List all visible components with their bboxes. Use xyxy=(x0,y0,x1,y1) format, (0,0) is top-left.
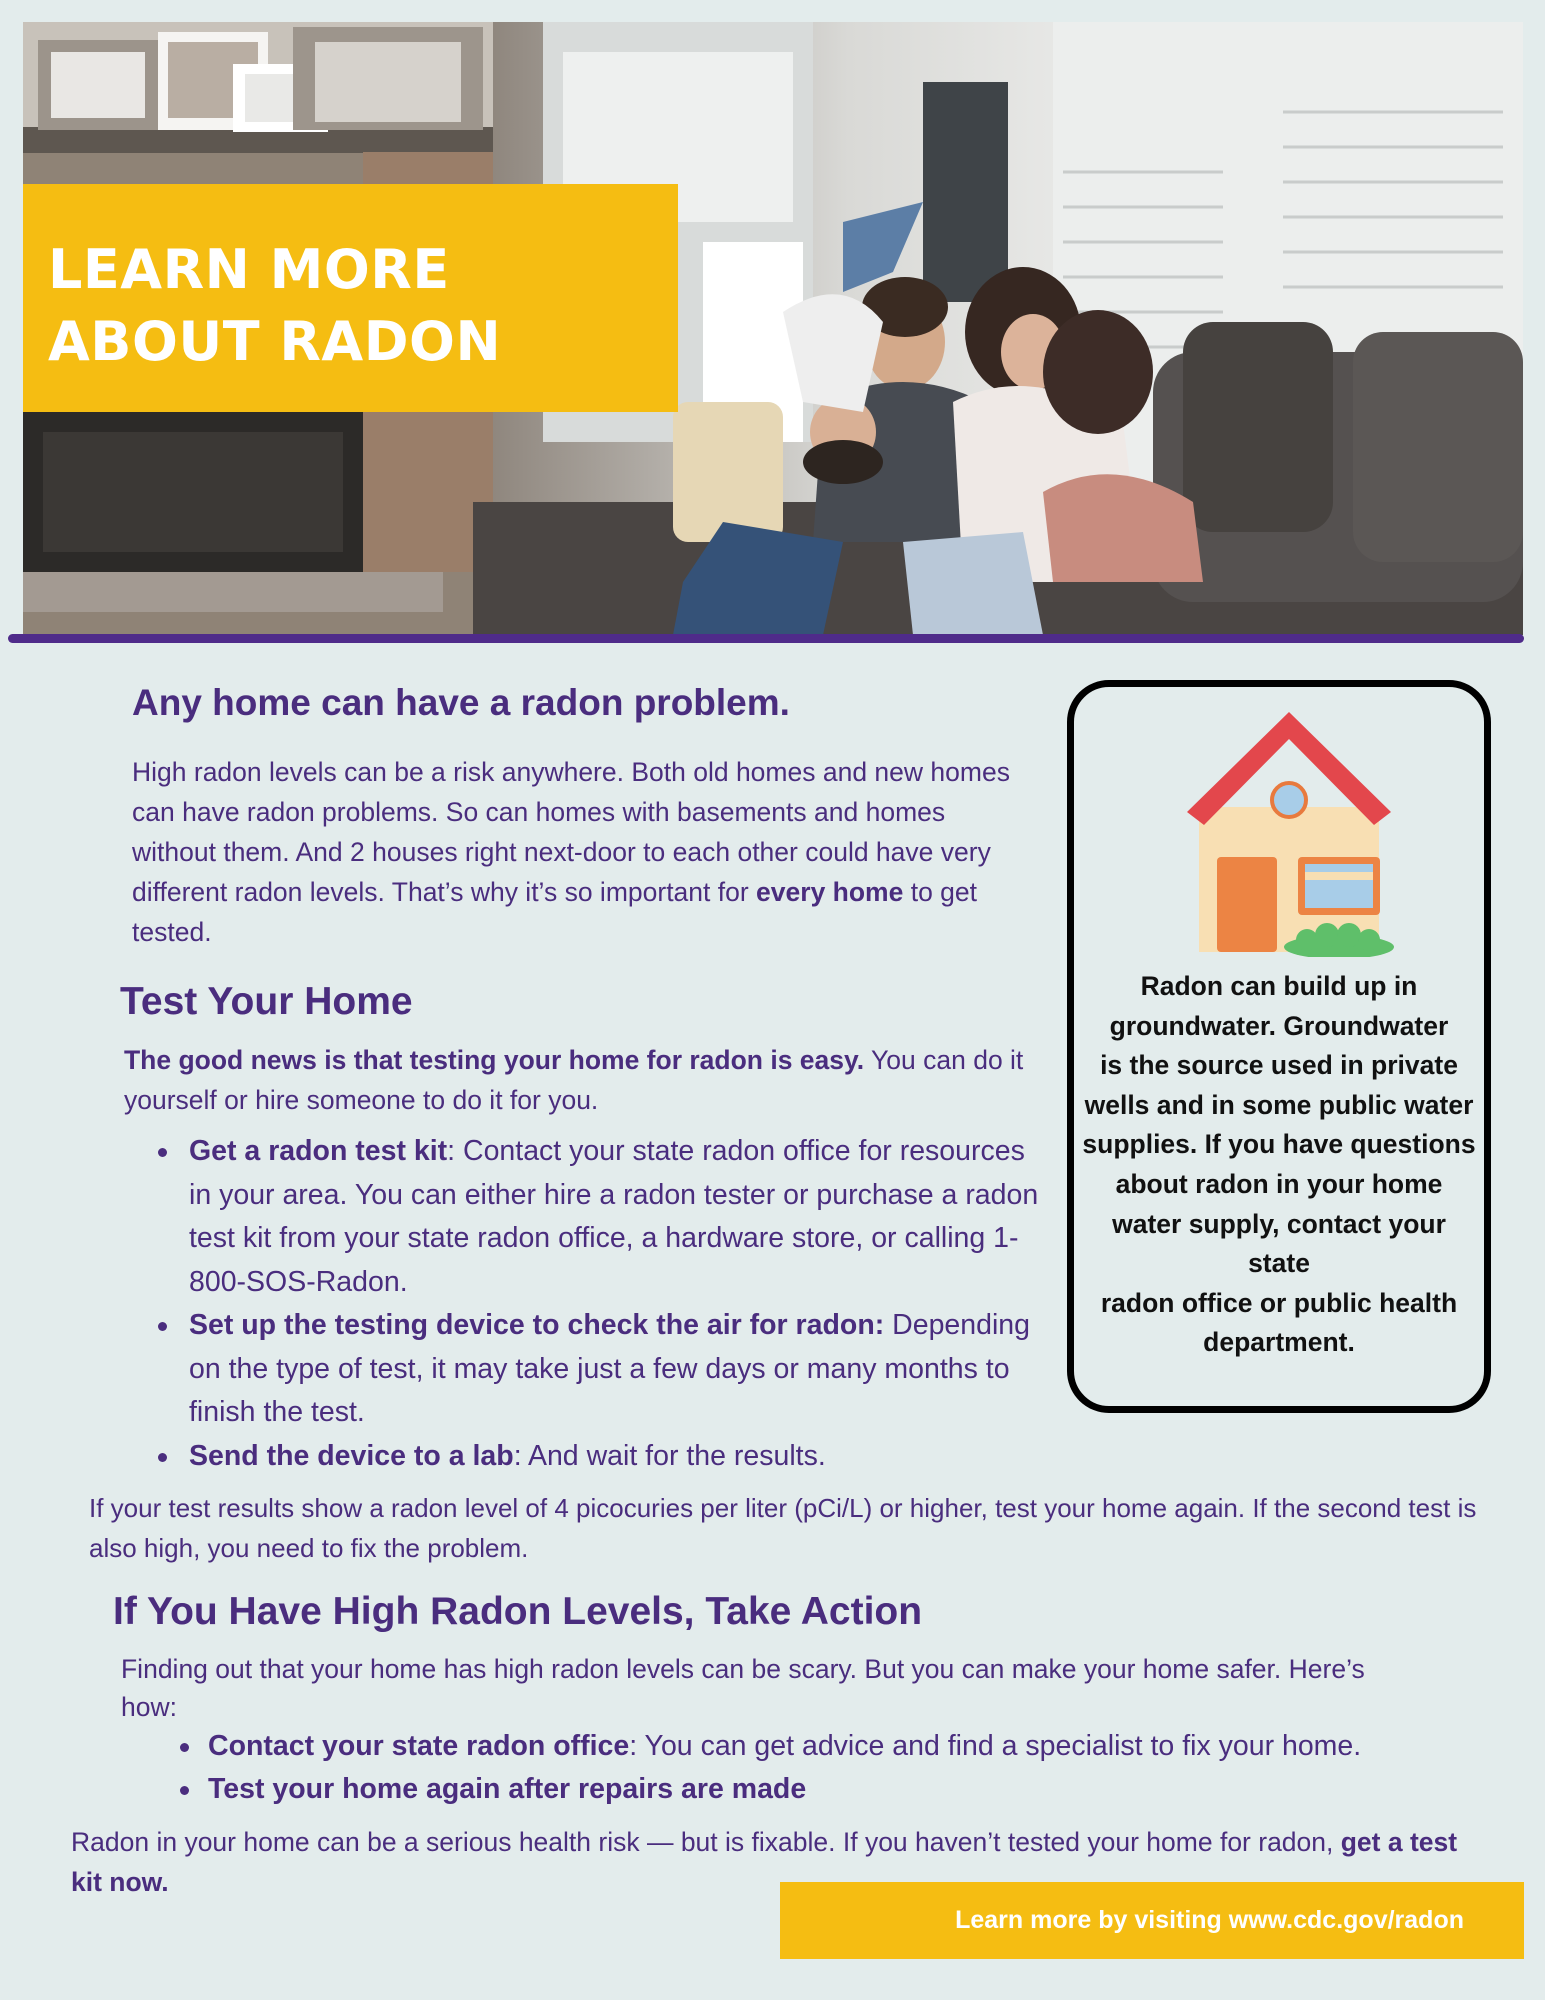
list-item-text: : Contact your state radon office for resources in your area. You can either hire a radon tester or purchase a radon test kit from your state radon office, a hardware store, or calling 1-800-SOS-Radon. xyxy=(189,1135,1039,1298)
action-steps-list xyxy=(208,1725,1508,1811)
list-item xyxy=(189,1130,1049,1304)
house-icon xyxy=(1169,697,1409,957)
test-steps-list xyxy=(189,1130,1049,1478)
groundwater-callout-box xyxy=(1067,680,1491,1413)
test-home-intro xyxy=(124,1040,1024,1120)
list-item xyxy=(208,1725,1508,1768)
cdc-radon-link-button[interactable]: Learn more by visiting www.cdc.gov/radon xyxy=(780,1882,1524,1959)
list-item-bold: Get a radon test kit xyxy=(189,1135,448,1167)
section-title-any-home: Any home can have a radon problem. xyxy=(132,682,790,723)
page-title-line1: LEARN MORE xyxy=(48,238,450,301)
groundwater-callout-text: Radon can build up in groundwater. Groundwater is the source used in private wells and in some public water supplies. If you have questions about radon in your home water supply, contact your state radon office or public health department. xyxy=(1082,971,1476,1358)
list-item-bold: Test your home again after repairs are made xyxy=(208,1773,807,1805)
closing-text-plain: Radon in your home can be a serious health risk — but is fixable. If you haven’t tested your home for radon, xyxy=(71,1827,1341,1857)
list-item-text: Depending on the type of test, it may take just a few days or many months to finish the test. xyxy=(189,1309,1031,1428)
page-title-line2: ABOUT RADON xyxy=(48,310,502,373)
list-item-text: : You can get advice and find a specialist to fix your home. xyxy=(629,1730,1362,1762)
list-item-bold: Set up the testing device to check the air for radon: xyxy=(189,1309,885,1341)
section-title-take-action: If You Have High Radon Levels, Take Action xyxy=(113,1590,923,1633)
hero-photo xyxy=(23,22,1523,635)
test-home-intro-bold: The good news is that testing your home for radon is easy. xyxy=(124,1045,865,1075)
list-item-bold: Send the device to a lab xyxy=(189,1439,514,1472)
section-body-any-home xyxy=(132,752,1032,952)
test-home-intro-text: You can do it yourself or hire someone to do it for you. xyxy=(124,1045,1024,1115)
list-item xyxy=(189,1304,1049,1435)
list-item-text: : And wait for the results. xyxy=(513,1439,826,1472)
take-action-intro: Finding out that your home has high radon levels can be scary. But you can make your home safer. Here’s how: xyxy=(121,1654,1365,1722)
closing-text-bold: get a test kit now. xyxy=(71,1827,1458,1897)
list-item xyxy=(208,1768,1508,1811)
any-home-tail: to get tested. xyxy=(132,877,978,947)
test-result-note: If your test results show a radon level of 4 picocuries per liter (pCi/L) or higher, test your home again. If the second test is also high, you need to fix the problem. xyxy=(89,1493,1477,1563)
section-title-test-home: Test Your Home xyxy=(120,980,413,1023)
page-title xyxy=(48,234,678,378)
any-home-emphasis: every home xyxy=(756,877,904,907)
list-item xyxy=(189,1435,1049,1479)
hero-banner xyxy=(23,184,678,412)
section-divider xyxy=(8,634,1524,643)
any-home-text: High radon levels can be a risk anywhere. Both old homes and new homes can have radon problems. So can homes with basements and homes without them. And 2 houses right next-door to each other could have very different radon levels. That’s why it’s so important for xyxy=(132,757,1010,907)
list-item-bold: Contact your state radon office xyxy=(208,1730,630,1762)
